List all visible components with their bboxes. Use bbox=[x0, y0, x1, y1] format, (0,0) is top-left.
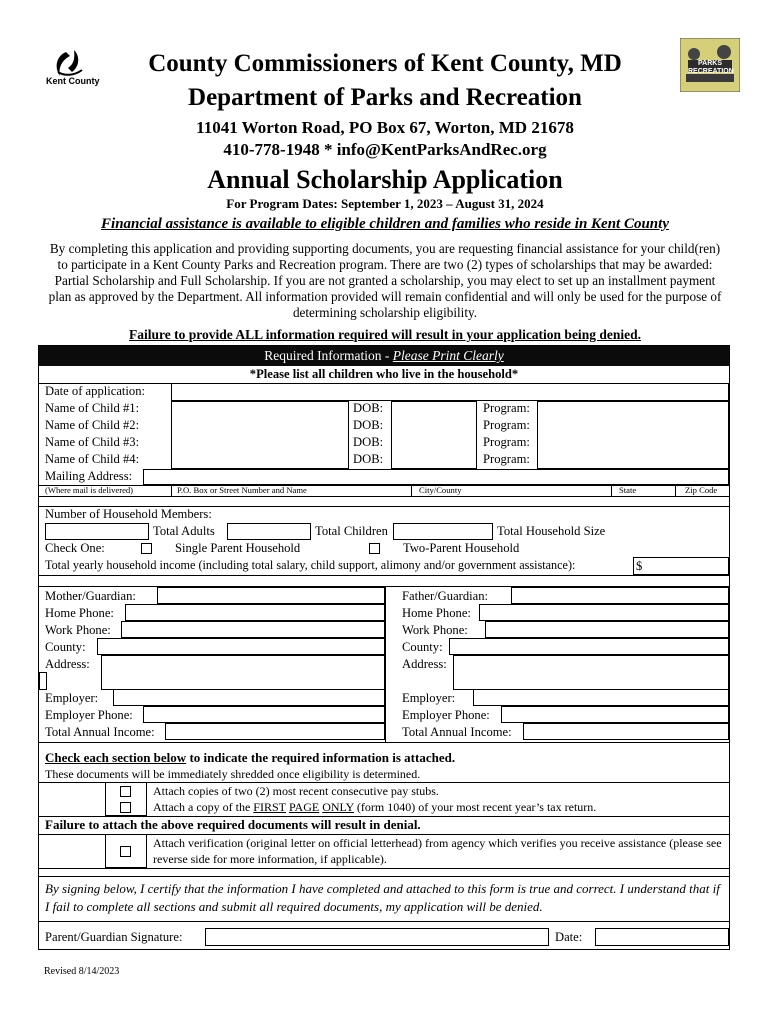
attach-tax-pre: Attach a copy of the bbox=[153, 800, 254, 814]
program-dates: For Program Dates: September 1, 2023 – August 31, 2024 bbox=[226, 196, 544, 211]
mother-county-field[interactable] bbox=[97, 638, 385, 655]
mother-employer-phone-field[interactable] bbox=[143, 706, 385, 723]
single-parent-label: Single Parent Household bbox=[175, 541, 301, 555]
household-members-label: Number of Household Members: bbox=[45, 507, 212, 521]
child-1-dob-label: DOB: bbox=[353, 401, 384, 415]
total-household-field[interactable] bbox=[393, 523, 493, 540]
tax-return-checkbox[interactable] bbox=[120, 802, 131, 813]
total-adults-label: Total Adults bbox=[153, 524, 215, 538]
child-2-dob-label: DOB: bbox=[353, 418, 384, 432]
father-employer-phone-field[interactable] bbox=[501, 706, 729, 723]
father-income-label: Total Annual Income: bbox=[402, 725, 512, 739]
financial-notice: Financial assistance is available to eligible children and families who reside in Kent County bbox=[101, 216, 669, 232]
father-work-phone-label: Work Phone: bbox=[402, 623, 468, 637]
check-section-rest: to indicate the required information is attached. bbox=[186, 750, 456, 765]
child-2-program-label: Program: bbox=[483, 418, 530, 432]
document-title: Annual Scholarship Application bbox=[207, 165, 563, 194]
father-home-phone-field[interactable] bbox=[479, 604, 729, 621]
check-one-label: Check One: bbox=[45, 541, 105, 555]
parks-recreation-logo bbox=[680, 38, 740, 92]
father-employer-phone-label: Employer Phone: bbox=[402, 708, 490, 722]
father-employer-field[interactable] bbox=[473, 689, 729, 706]
child-4-label: Name of Child #4: bbox=[45, 452, 140, 466]
total-household-label: Total Household Size bbox=[497, 524, 606, 538]
mother-work-phone-label: Work Phone: bbox=[45, 623, 111, 637]
logo-left-text: Kent County bbox=[46, 76, 100, 86]
revised-date: Revised 8/14/2023 bbox=[44, 966, 120, 977]
father-guardian-field[interactable] bbox=[511, 587, 729, 604]
signature-field[interactable] bbox=[205, 928, 549, 946]
header-title-line1: County Commissioners of Kent County, MD bbox=[148, 50, 622, 77]
denial-notice: Failure to attach the above required documents will result in denial. bbox=[45, 817, 421, 832]
child-3-label: Name of Child #3: bbox=[45, 435, 140, 449]
father-county-label: County: bbox=[402, 640, 443, 654]
failure-notice: Failure to provide ALL information required will result in your application being denied. bbox=[129, 327, 641, 342]
father-address-label: Address: bbox=[402, 657, 447, 671]
household-income-field[interactable] bbox=[633, 557, 729, 575]
mother-work-phone-field[interactable] bbox=[121, 621, 385, 638]
logo-right-text: PARKS RECREATION bbox=[688, 60, 734, 75]
mother-address-line2-field[interactable] bbox=[39, 672, 47, 690]
date-label: Date: bbox=[555, 930, 583, 944]
child-1-label: Name of Child #1: bbox=[45, 401, 140, 415]
father-home-phone-label: Home Phone: bbox=[402, 606, 471, 620]
attach-pay-stubs: Attach copies of two (2) most recent consecutive pay stubs. bbox=[153, 784, 439, 798]
two-parent-checkbox[interactable] bbox=[369, 543, 380, 554]
bar-emphasis: Please Print Clearly bbox=[392, 348, 504, 363]
mailing-address-field[interactable] bbox=[143, 469, 729, 485]
attach-tax-only: ONLY bbox=[322, 800, 354, 814]
mother-home-phone-label: Home Phone: bbox=[45, 606, 114, 620]
check-section-underlined: Check each section below bbox=[45, 750, 187, 765]
father-income-field[interactable] bbox=[523, 723, 729, 740]
children-program-field[interactable] bbox=[537, 401, 729, 469]
intro-paragraph: By completing this application and providing supporting documents, you are requesting financial assistance for your child(ren) to participate in a Kent County Parks and Recreation program. There are two (2) types of scholarships that may be awarded: Partial Scholarship and Full Scholarship. If you are not granted a scholarship, you may elect to set up an installment payment plan as approved by the Department. All information provided will remain confidential and will only be used for the purpose of determining scholarship eligibility. bbox=[48, 241, 722, 320]
mother-employer-phone-label: Employer Phone: bbox=[45, 708, 133, 722]
child-3-program-label: Program: bbox=[483, 435, 530, 449]
mailing-zip-label: Zip Code bbox=[685, 485, 718, 495]
list-children-note: *Please list all children who live in the household* bbox=[249, 367, 519, 381]
total-children-label: Total Children bbox=[315, 524, 388, 538]
date-of-application-label: Date of application: bbox=[45, 384, 146, 398]
header-address: 11041 Worton Road, PO Box 67, Worton, MD 21678 bbox=[196, 118, 574, 137]
children-names-field[interactable] bbox=[171, 401, 349, 469]
mailing-street-label: P.O. Box or Street Number and Name bbox=[177, 485, 307, 495]
check-section-heading bbox=[45, 750, 455, 766]
mother-guardian-label: Mother/Guardian: bbox=[45, 589, 136, 603]
mother-income-label: Total Annual Income: bbox=[45, 725, 155, 739]
pay-stubs-checkbox[interactable] bbox=[120, 786, 131, 797]
kent-county-logo bbox=[44, 46, 100, 96]
attach-tax-first: FIRST bbox=[253, 800, 286, 814]
mother-guardian-field[interactable] bbox=[157, 587, 385, 604]
mother-income-field[interactable] bbox=[165, 723, 385, 740]
mailing-city-label: City/County bbox=[419, 485, 462, 495]
father-guardian-label: Father/Guardian: bbox=[402, 589, 489, 603]
signature-label: Parent/Guardian Signature: bbox=[45, 930, 183, 944]
attach-tax-page: PAGE bbox=[288, 800, 320, 814]
income-label: Total yearly household income (including total salary, child support, alimony and/or government assistance): bbox=[45, 558, 576, 572]
mailing-where-label: (Where mail is delivered) bbox=[45, 485, 134, 495]
attach-tax-post: (form 1040) of your most recent year’s tax return. bbox=[353, 800, 597, 814]
child-3-dob-label: DOB: bbox=[353, 435, 384, 449]
child-4-program-label: Program: bbox=[483, 452, 530, 466]
attach-tax-return bbox=[153, 800, 596, 815]
mother-address-field[interactable] bbox=[101, 655, 385, 690]
mailing-state-label: State bbox=[619, 485, 637, 495]
mailing-address-label: Mailing Address: bbox=[45, 469, 133, 483]
verification-checkbox[interactable] bbox=[120, 846, 131, 857]
certify-statement: By signing below, I certify that the information I have completed and attached to this form is true and correct. I understand that if I fail to complete all sections and submit all required documents, my application will be denied. bbox=[45, 881, 720, 914]
father-employer-label: Employer: bbox=[402, 691, 456, 705]
father-county-field[interactable] bbox=[449, 638, 729, 655]
required-info-bar bbox=[39, 346, 729, 366]
date-of-application-field[interactable] bbox=[171, 383, 729, 401]
mother-home-phone-field[interactable] bbox=[125, 604, 385, 621]
income-dollar-sign: $ bbox=[636, 559, 643, 573]
single-parent-checkbox[interactable] bbox=[141, 543, 152, 554]
bar-text: Required Information - bbox=[264, 348, 393, 363]
total-adults-field[interactable] bbox=[45, 523, 149, 540]
application-form bbox=[38, 345, 730, 950]
child-4-dob-label: DOB: bbox=[353, 452, 384, 466]
children-dob-field[interactable] bbox=[391, 401, 477, 469]
header-title-line2: Department of Parks and Recreation bbox=[188, 84, 582, 111]
child-2-label: Name of Child #2: bbox=[45, 418, 140, 432]
two-parent-label: Two-Parent Household bbox=[403, 541, 520, 555]
total-children-field[interactable] bbox=[227, 523, 311, 540]
shred-note: These documents will be immediately shredded once eligibility is determined. bbox=[45, 767, 421, 781]
child-1-program-label: Program: bbox=[483, 401, 530, 415]
mother-county-label: County: bbox=[45, 640, 86, 654]
date-field[interactable] bbox=[595, 928, 729, 946]
mother-employer-field[interactable] bbox=[113, 689, 385, 706]
father-work-phone-field[interactable] bbox=[485, 621, 729, 638]
mother-address-label: Address: bbox=[45, 657, 90, 671]
verification-text: Attach verification (original letter on official letterhead) from agency which verifies you receive assistance (please see reverse side for more information, if applicable). bbox=[153, 836, 722, 866]
mother-employer-label: Employer: bbox=[45, 691, 99, 705]
father-address-field[interactable] bbox=[453, 655, 729, 690]
header-contact: 410-778-1948 * info@KentParksAndRec.org bbox=[223, 140, 547, 159]
